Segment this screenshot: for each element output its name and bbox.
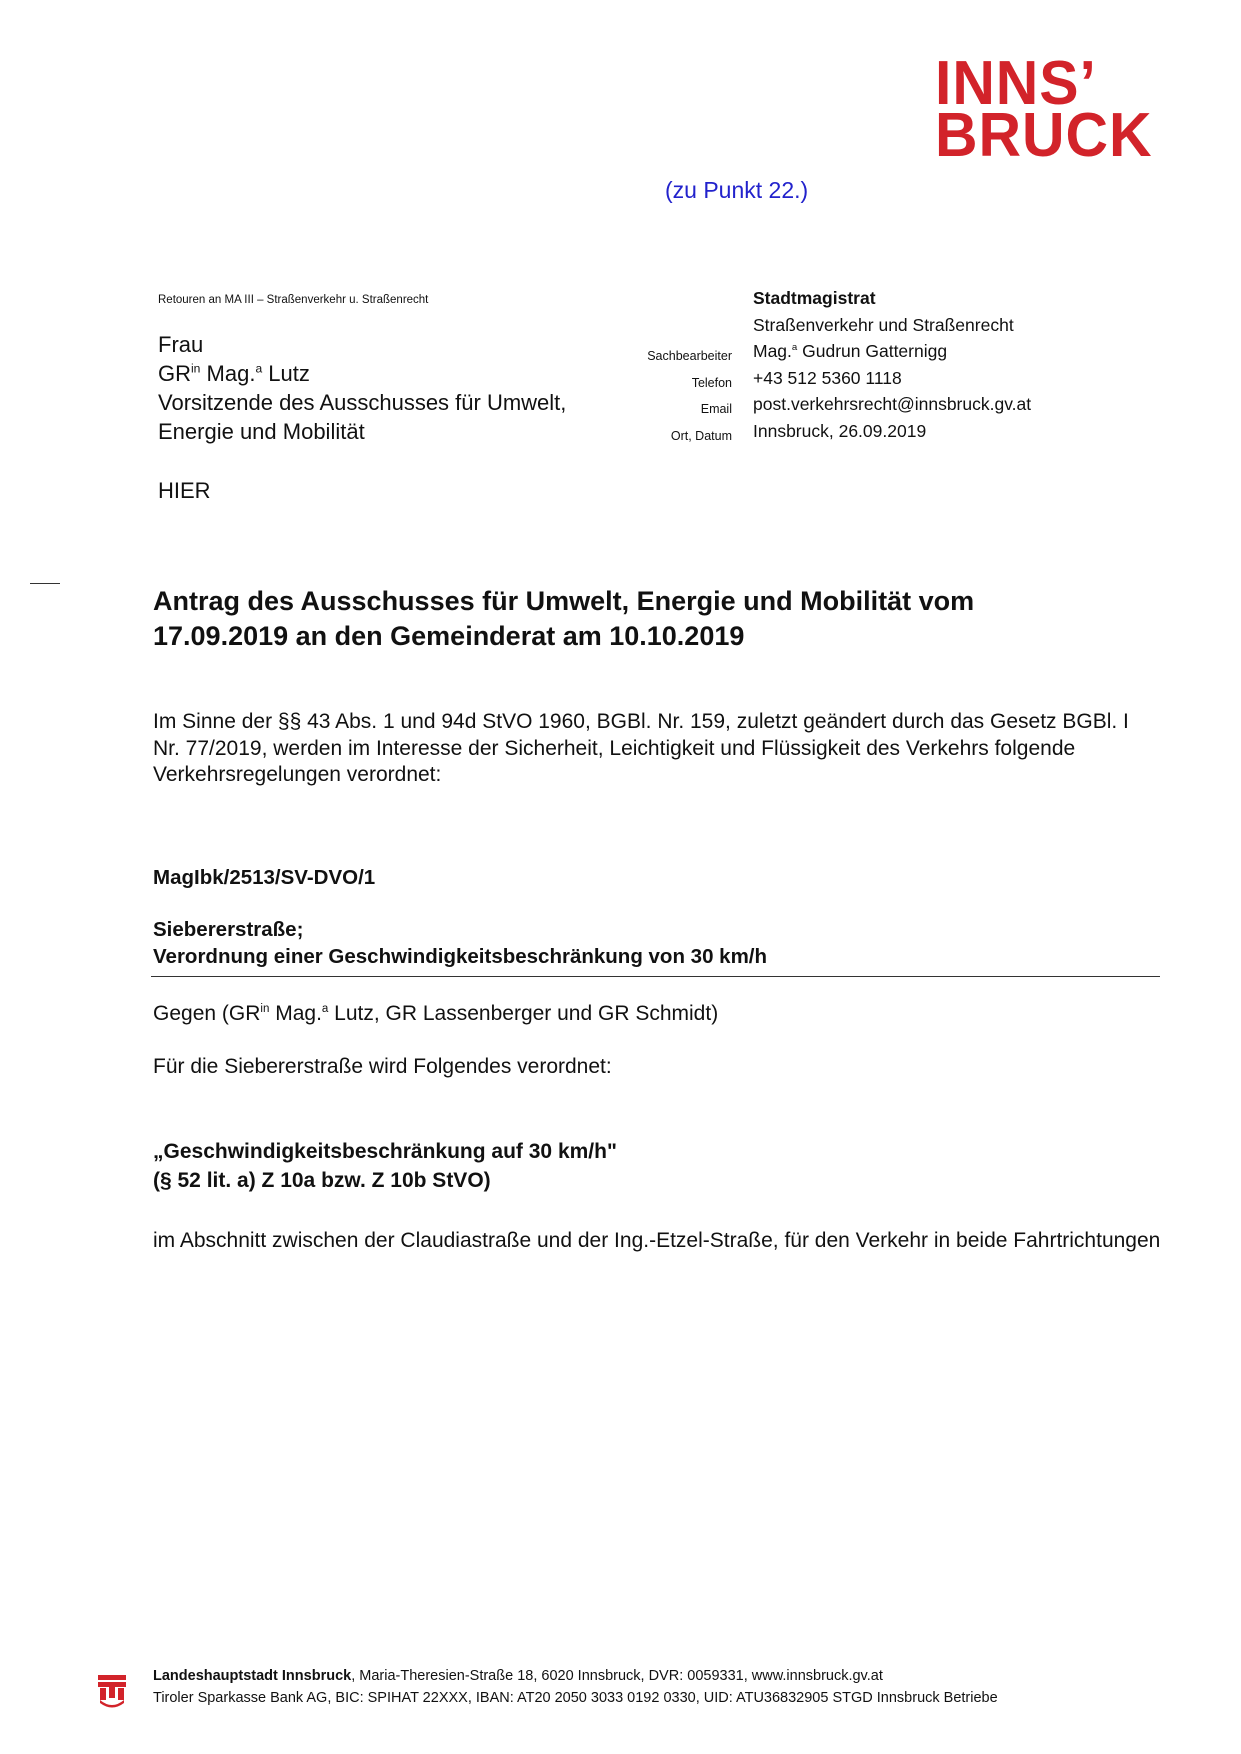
recipient-name: $GR^{in}$ Mag.$^a$ Lutz [158,361,310,386]
innsbruck-logo [935,49,1158,170]
title-line-1: Antrag des Ausschusses für Umwelt, Energie und Mobilität vom [153,586,975,616]
sender-clerk: Mag.$^a$ Gudrun Gatternigg [753,341,948,361]
label-place-date: Ort, Datum [670,428,732,443]
city-emblem-icon [97,1672,127,1708]
sender-email: post.verkehrsrecht@innsbruck.gv.at [753,394,1032,414]
subject-line-2: Verordnung einer Geschwindigkeitsbeschränkung von 30 km/h [153,945,768,968]
logo-line-1: INNS’ [935,49,1097,118]
footer [153,1665,998,1709]
label-clerk: Sachbearbeiter [647,349,732,363]
subject-divider [151,976,1160,977]
scope-paragraph: im Abschnitt zwischen der Claudiastraße und der Ing.-Etzel-Straße, für den Verkehr in beide Fahrtrichtungen [153,1229,1161,1252]
recipient-location: HIER [158,478,211,503]
regulation-line-2: (§ 52 lit. a) Z 10a bzw. Z 10b StVO) [153,1169,491,1192]
subject-line-1: Siebererstraße; [153,918,304,941]
sender-labels [570,343,732,449]
sender-phone: +43 512 5360 1118 [753,367,902,388]
regulation [153,1137,617,1195]
logo-line-2: BRUCK [935,101,1153,170]
fold-mark [30,583,60,584]
footer-line-2: Tiroler Sparkasse Bank AG, BIC: SPIHAT 22XXX, IBAN: AT20 2050 3033 0192 0330, UID: ATU36832905 STGD Innsbruck Betriebe [153,1690,998,1706]
recipient-role-line-1: Vorsitzende des Ausschusses für Umwelt, [158,390,567,415]
sender-dept: Straßenverkehr und Straßenrecht [753,314,1014,335]
file-number: MagIbk/2513/SV-DVO/1 [153,866,376,889]
recipient-role-line-2: Energie und Mobilität [158,419,365,444]
sender-org: Stadtmagistrat [753,288,876,308]
vote-note: Gegen ($GR^{in}$ Mag.$^a$ Lutz, GR Lassenberger und GR Schmidt) [153,1002,719,1025]
return-address: Retouren an MA III – Straßenverkehr u. Straßenrecht [158,294,429,306]
recipient-address [158,330,566,446]
label-email: Email [700,402,732,416]
label-phone: Telefon [691,375,732,390]
sender-place-date: Innsbruck, 26.09.2019 [753,420,927,441]
decree-intro: Für die Siebererstraße wird Folgendes verordnet: [153,1055,612,1078]
document-title [153,584,1153,654]
subject [153,916,767,970]
recipient-salutation: Frau [158,332,204,357]
agenda-reference: (zu Punkt 22.) [665,177,809,203]
sender-block [753,285,1031,444]
intro-paragraph: Im Sinne der §§ 43 Abs. 1 und 94d StVO 1960, BGBl. Nr. 159, zuletzt geändert durch das Gesetz BGBl. I Nr. 77/2019, werden im Interesse der Sicherheit, Leichtigkeit und Flüssigkeit des Verkehrs folgende Verkehrsregelungen verordnet: [153,710,1129,786]
regulation-line-1: „Geschwindigkeitsbeschränkung auf 30 km/h" [153,1140,617,1163]
title-line-2: 17.09.2019 an den Gemeinderat am 10.10.2019 [153,621,745,651]
footer-line-1: Landeshauptstadt Innsbruck, Maria-Theresien-Straße 18, 6020 Innsbruck, DVR: 0059331, www.innsbruck.gv.at [153,1668,883,1684]
